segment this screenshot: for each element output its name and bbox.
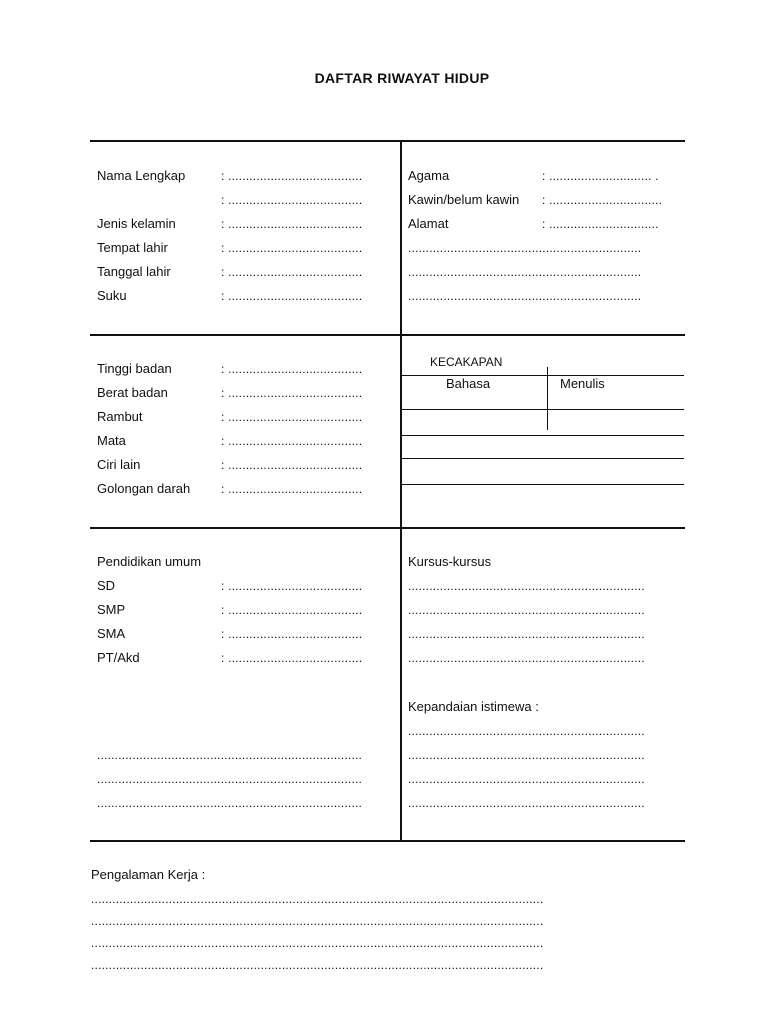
field-berat-badan[interactable]: : ...................................... — [221, 386, 363, 400]
column-divider — [400, 140, 402, 841]
special-line-3[interactable]: ................................................................... — [408, 772, 645, 786]
work-line-3[interactable]: ................................................................................................................................ — [91, 936, 544, 950]
courses-line-4[interactable]: ................................................................... — [408, 651, 645, 665]
label-ciri-lain: Ciri lain — [97, 457, 141, 472]
skills-row-line-1 — [401, 409, 684, 410]
label-rambut: Rambut — [97, 409, 143, 424]
label-smp: SMP — [97, 602, 126, 617]
skills-header-line — [401, 375, 684, 376]
section-divider-2 — [90, 527, 685, 529]
special-line-2[interactable]: ................................................................... — [408, 748, 645, 762]
label-tempat-lahir: Tempat lahir — [97, 240, 168, 255]
courses-line-1[interactable]: ................................................................... — [408, 579, 645, 593]
label-golongan-darah: Golongan darah — [97, 481, 191, 496]
field-agama[interactable]: : ............................. . — [542, 169, 659, 183]
field-alamat-line-2[interactable]: .................................................................. — [408, 265, 642, 279]
education-extra-line-2[interactable]: ........................................................................... — [97, 772, 363, 786]
work-line-4[interactable]: ................................................................................................................................ — [91, 958, 544, 972]
work-line-2[interactable]: ................................................................................................................................ — [91, 914, 544, 928]
courses-line-3[interactable]: ................................................................... — [408, 627, 645, 641]
label-nama-lengkap: Nama Lengkap — [97, 168, 186, 183]
field-kawin[interactable]: : ................................ — [542, 193, 663, 207]
skills-column-divider — [547, 367, 548, 430]
field-mata[interactable]: : ...................................... — [221, 434, 363, 448]
skills-heading: KECAKAPAN — [430, 355, 503, 369]
education-extra-line-3[interactable]: ........................................................................... — [97, 796, 363, 810]
field-nama-lengkap[interactable]: : ...................................... — [221, 169, 363, 183]
label-jenis-kelamin: Jenis kelamin — [97, 216, 176, 231]
section-divider-1 — [90, 334, 685, 336]
label-pt-akd: PT/Akd — [97, 650, 140, 665]
label-tinggi-badan: Tinggi badan — [97, 361, 172, 376]
page-title: DAFTAR RIWAYAT HIDUP — [314, 70, 490, 86]
work-line-1[interactable]: ................................................................................................................................ — [91, 892, 544, 906]
label-sd: SD — [97, 578, 116, 593]
table-top-border — [90, 140, 685, 142]
field-sd[interactable]: : ...................................... — [221, 579, 363, 593]
special-line-1[interactable]: ................................................................... — [408, 724, 645, 738]
field-rambut[interactable]: : ...................................... — [221, 410, 363, 424]
field-alamat-line-1[interactable]: .................................................................. — [408, 241, 642, 255]
field-ciri-lain[interactable]: : ...................................... — [221, 458, 363, 472]
label-agama: Agama — [408, 168, 450, 183]
special-heading: Kepandaian istimewa : — [408, 699, 539, 714]
label-mata: Mata — [97, 433, 126, 448]
field-suku[interactable]: : ...................................... — [221, 289, 363, 303]
special-line-4[interactable]: ................................................................... — [408, 796, 645, 810]
field-nama-lengkap-cont[interactable]: : ...................................... — [221, 193, 363, 207]
skills-row-line-4 — [401, 484, 684, 485]
field-pt-akd[interactable]: : ...................................... — [221, 651, 363, 665]
education-extra-line-1[interactable]: ........................................................................... — [97, 748, 363, 762]
field-smp[interactable]: : ...................................... — [221, 603, 363, 617]
field-jenis-kelamin[interactable]: : ...................................... — [221, 217, 363, 231]
field-alamat[interactable]: : ............................... — [542, 217, 659, 231]
table-bottom-border — [90, 840, 685, 842]
courses-heading: Kursus-kursus — [408, 554, 492, 569]
field-tinggi-badan[interactable]: : ...................................... — [221, 362, 363, 376]
label-suku: Suku — [97, 288, 127, 303]
field-tempat-lahir[interactable]: : ...................................... — [221, 241, 363, 255]
label-sma: SMA — [97, 626, 126, 641]
label-tanggal-lahir: Tanggal lahir — [97, 264, 171, 279]
skills-row-line-3 — [401, 458, 684, 459]
field-sma[interactable]: : ...................................... — [221, 627, 363, 641]
label-alamat: Alamat — [408, 216, 449, 231]
field-golongan-darah[interactable]: : ...................................... — [221, 482, 363, 496]
label-kawin: Kawin/belum kawin — [408, 192, 520, 207]
label-berat-badan: Berat badan — [97, 385, 168, 400]
education-heading: Pendidikan umum — [97, 554, 202, 569]
skills-row-line-2 — [401, 435, 684, 436]
field-alamat-line-3[interactable]: .................................................................. — [408, 289, 642, 303]
skills-col-menulis: Menulis — [560, 376, 605, 391]
work-heading: Pengalaman Kerja : — [91, 867, 206, 882]
courses-line-2[interactable]: ................................................................... — [408, 603, 645, 617]
skills-col-bahasa: Bahasa — [446, 376, 491, 391]
field-tanggal-lahir[interactable]: : ...................................... — [221, 265, 363, 279]
